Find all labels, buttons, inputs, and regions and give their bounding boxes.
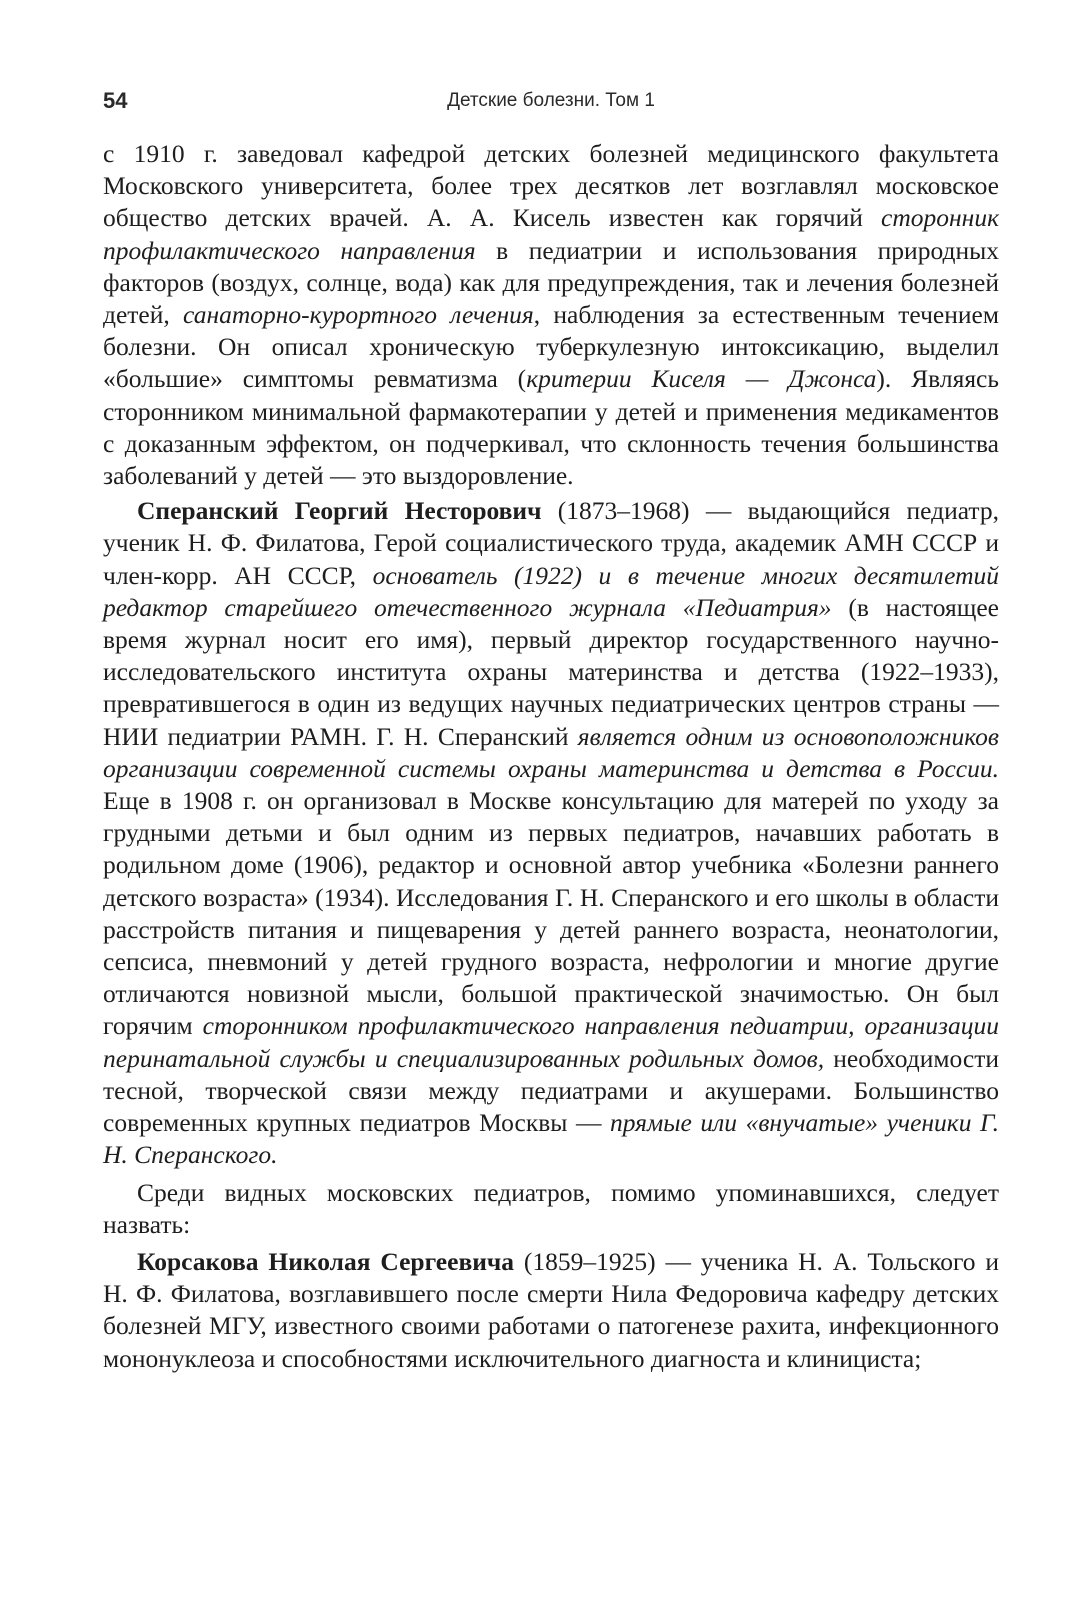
- text-run: , наблюдения за естественным течением болезни. Он описал хроническую туберкулезную интоксикацию, выделил «большие» симптомы ревматизма (: [103, 300, 999, 394]
- text-run: (1859–1925) — ученика Н. А. Тольского и Н. Ф. Филатова, возглавившего после смерти Нила Федоровича кафедру детских болезней МГУ, известного своими работами о патогенезе рахита, инфекционного мононуклеоза и способностями исключительного диагноста и клинициста;: [103, 1246, 999, 1373]
- text-run: ). Являясь сторонником минимальной фармакотерапии у детей и применения медикаментов с доказанным эффектом, он подчеркивал, что склонность течения большинства заболеваний у детей — это выздоровление.: [103, 364, 999, 491]
- paragraph-moscow-pediatricians: [103, 1177, 999, 1241]
- person-name-bold: Корсакова Николая Сергеевича: [137, 1246, 515, 1276]
- text-run: Среди видных московских педиатров, помимо упоминавшихся, следует назвать:: [103, 1177, 999, 1239]
- body-text: [103, 138, 999, 1380]
- page-number: 54: [103, 88, 128, 113]
- text-run: (1873–1968) — выдающийся педиатр, ученик Н. Ф. Филатова, Герой социалистического труда, академик АМН СССР и член-корр. АН СССР,: [103, 496, 999, 590]
- running-title: Детские болезни. Том 1: [447, 90, 655, 111]
- text-run: (в настоящее время журнал носит его имя), первый директор государственного научно-исследовательского института охраны материнства и детства (1922–1933), превратившегося в один из ведущих научных педиатрических центров страны — НИИ педиатрии РАМН. Г. Н. Сперанский: [103, 592, 999, 751]
- paragraph-speransky: [103, 495, 999, 1171]
- text-run: в педиатрии и использования природных факторов (воздух, солнце, вода) как для предупреждения, так и лечения болезней детей,: [103, 235, 999, 330]
- italic-emphasis: основатель (1922) и в течение многих десятилетий редактор старейшего отечественного журнала «Педиатрия»: [103, 560, 999, 622]
- italic-emphasis: санаторно-курортного лечения: [183, 300, 534, 330]
- text-run: Еще в 1908 г. он организовал в Москве консультацию для матерей по уходу за грудными детьми и был одним из первых педиатров, начавших работать в родильном доме (1906), редактор и основной автор учебника «Болезни раннего детского возраста» (1934). Исследования Г. Н. Сперанского и его школы в области расстройств питания и пищеварения у детей раннего возраста, неонатологии, сепсиса, пневмоний у детей грудного возраста, нефрологии и многие другие отличаются новизной мысли, большой практической значимостью. Он был горячим: [103, 786, 999, 1041]
- paragraph-kisel-continuation: [103, 138, 999, 492]
- person-name-bold: Сперанский Георгий Несторович: [137, 496, 542, 526]
- italic-emphasis: прямые или «внучатые» ученики Г. Н. Сперанского.: [103, 1108, 999, 1170]
- paragraph-korsakov: [103, 1246, 999, 1375]
- text-run: с 1910 г. заведовал кафедрой детских болезней медицинского факультета Московского университета, более трех десятков лет возглавлял московское общество детских врачей. А. А. Кисель известен как горячий: [103, 139, 999, 233]
- italic-emphasis: критерии Киселя — Джонса: [526, 364, 877, 394]
- text-run: необходимости тесной, творческой связи между педиатрами и акушерами. Большинство современных крупных педиатров Москвы —: [103, 1043, 999, 1138]
- page-header: [103, 86, 999, 122]
- italic-emphasis: является одним из основоположников организации современной системы охраны материнства и детства в России.: [103, 721, 999, 783]
- italic-emphasis: сторонник профилактического направления: [103, 203, 999, 265]
- italic-emphasis: сторонником профилактического направления педиатрии, организации перинатальной службы и специализированных родильных домов,: [103, 1011, 1000, 1073]
